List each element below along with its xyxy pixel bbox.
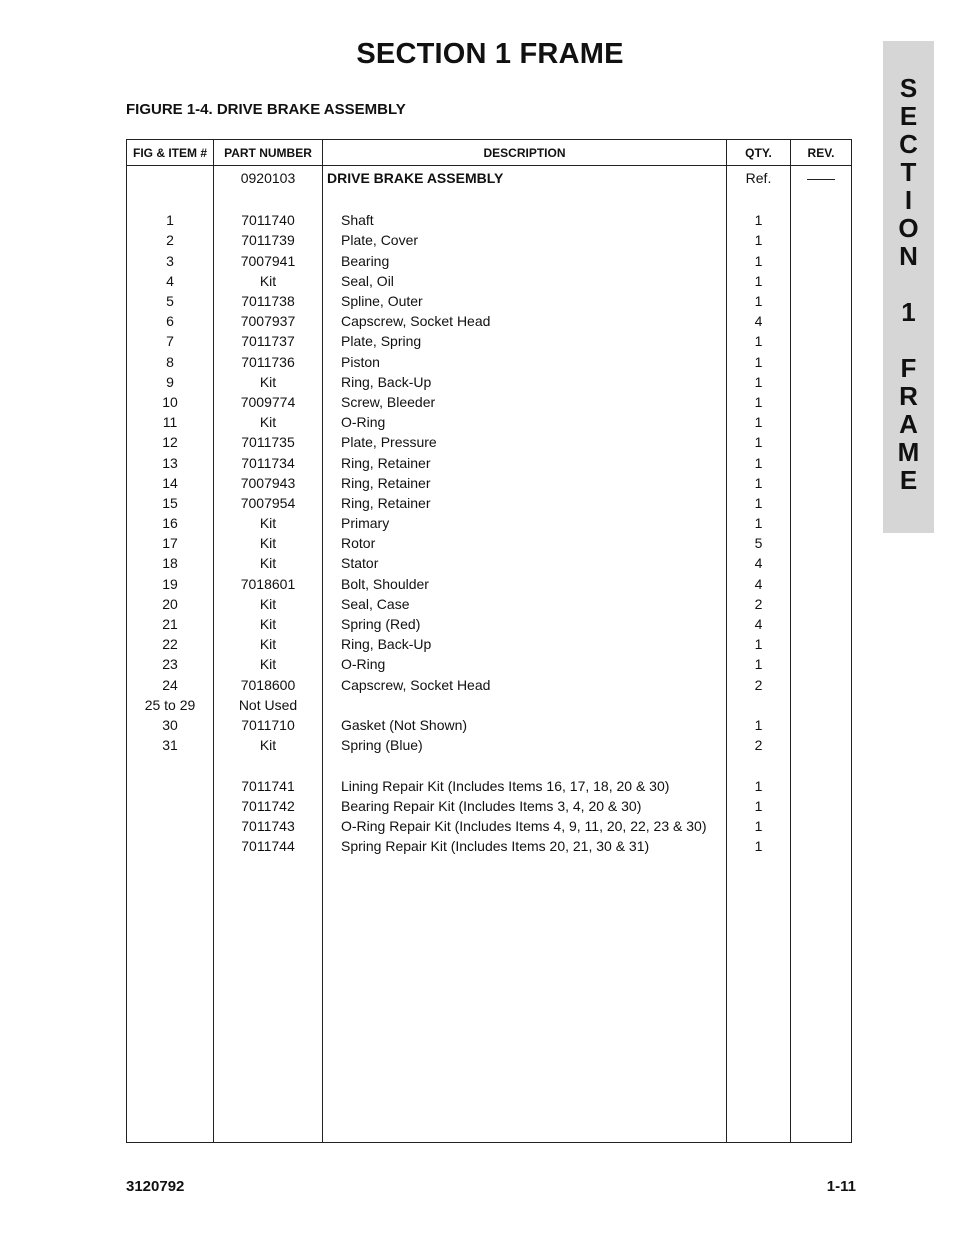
table-row [127, 412, 852, 432]
header-item: FIG & ITEM # [127, 140, 214, 166]
cell-part-number: Not Used [214, 695, 323, 715]
cell-description: Piston [323, 352, 727, 372]
cell-item [127, 836, 214, 856]
empty-cell [727, 856, 791, 1143]
cell-description: Capscrew, Socket Head [323, 675, 727, 695]
cell-part-number: Kit [214, 654, 323, 674]
cell-rev [791, 493, 852, 513]
cell-rev [791, 331, 852, 351]
cell-item: 2 [127, 230, 214, 250]
cell-item [127, 816, 214, 836]
table-row [127, 271, 852, 291]
header-qty: QTY. [727, 140, 791, 166]
side-tab-char: O [898, 213, 919, 243]
cell-description [323, 695, 727, 715]
side-tab-char [883, 270, 934, 298]
header-rev: REV. [791, 140, 852, 166]
cell-description: Seal, Oil [323, 271, 727, 291]
table-row [127, 735, 852, 755]
cell-qty: 4 [727, 574, 791, 594]
cell-description: Lining Repair Kit (Includes Items 16, 17, 18, 20 & 30) [323, 775, 727, 795]
cell-description: Spring (Red) [323, 614, 727, 634]
cell-part-number: 7009774 [214, 392, 323, 412]
cell-qty: 1 [727, 432, 791, 452]
cell-item: 15 [127, 493, 214, 513]
cell-part-number: 7011742 [214, 796, 323, 816]
cell-qty: 1 [727, 251, 791, 271]
cell-part-number: 7011738 [214, 291, 323, 311]
cell-rev [791, 291, 852, 311]
cell-rev [791, 715, 852, 735]
cell-part-number: Kit [214, 513, 323, 533]
cell-item: 22 [127, 634, 214, 654]
cell-part-number: Kit [214, 553, 323, 573]
cell-description: O-Ring [323, 412, 727, 432]
cell-qty: 1 [727, 372, 791, 392]
cell-description: Ring, Retainer [323, 452, 727, 472]
cell-part-number: 7007943 [214, 473, 323, 493]
cell-description: Capscrew, Socket Head [323, 311, 727, 331]
cell-description: DRIVE BRAKE ASSEMBLY [323, 166, 727, 191]
cell-qty: 1 [727, 291, 791, 311]
side-tab-char: E [899, 465, 918, 495]
cell-rev [791, 311, 852, 331]
cell-qty: 2 [727, 594, 791, 614]
cell-item [127, 166, 214, 191]
side-tab-char: S [899, 73, 918, 103]
cell-part-number: 7018601 [214, 574, 323, 594]
cell-description: Plate, Spring [323, 331, 727, 351]
cell-part-number: 7011740 [214, 210, 323, 230]
empty-cell [323, 856, 727, 1143]
side-tab-char: A [899, 409, 918, 439]
cell-part-number: Kit [214, 614, 323, 634]
cell-item: 1 [127, 210, 214, 230]
cell-item: 31 [127, 735, 214, 755]
empty-cell [214, 856, 323, 1143]
cell-item: 4 [127, 271, 214, 291]
cell-qty: 1 [727, 836, 791, 856]
cell-part-number: 0920103 [214, 166, 323, 191]
cell-item [127, 775, 214, 795]
cell-rev [791, 352, 852, 372]
cell-part-number: Kit [214, 594, 323, 614]
table-row [127, 311, 852, 331]
cell-part-number: 7007941 [214, 251, 323, 271]
cell-description: Primary [323, 513, 727, 533]
cell-rev [791, 230, 852, 250]
cell-item: 11 [127, 412, 214, 432]
cell-qty: 1 [727, 452, 791, 472]
section-side-tab [883, 41, 934, 533]
cell-rev [791, 594, 852, 614]
cell-qty: 4 [727, 553, 791, 573]
cell-qty: 1 [727, 271, 791, 291]
table-row [127, 392, 852, 412]
cell-description [323, 755, 727, 775]
cell-item: 3 [127, 251, 214, 271]
cell-rev [791, 816, 852, 836]
table-row [127, 553, 852, 573]
cell-item: 5 [127, 291, 214, 311]
table-row [127, 166, 852, 191]
cell-qty: Ref. [727, 166, 791, 191]
cell-qty: 4 [727, 311, 791, 331]
side-tab-char: I [904, 185, 913, 215]
table-row [127, 715, 852, 735]
cell-rev [791, 695, 852, 715]
side-tab-char: F [900, 353, 917, 383]
side-tab-char [883, 326, 934, 354]
side-tab-char: E [899, 101, 918, 131]
cell-part-number: Kit [214, 735, 323, 755]
cell-rev [791, 473, 852, 493]
table-row [127, 432, 852, 452]
cell-rev [791, 432, 852, 452]
table-row [127, 755, 852, 775]
cell-part-number: 7011736 [214, 352, 323, 372]
cell-description: Spline, Outer [323, 291, 727, 311]
cell-qty [727, 755, 791, 775]
figure-title: FIGURE 1-4. DRIVE BRAKE ASSEMBLY [126, 101, 406, 118]
cell-rev [791, 775, 852, 795]
cell-rev [791, 796, 852, 816]
table-header-row [127, 140, 852, 166]
cell-qty: 1 [727, 634, 791, 654]
cell-qty: 1 [727, 331, 791, 351]
cell-qty: 5 [727, 533, 791, 553]
side-tab-text [883, 74, 934, 494]
cell-item: 6 [127, 311, 214, 331]
table-row [127, 452, 852, 472]
cell-item [127, 755, 214, 775]
table-row [127, 210, 852, 230]
cell-rev [791, 836, 852, 856]
cell-item [127, 796, 214, 816]
cell-rev [791, 210, 852, 230]
cell-qty: 2 [727, 675, 791, 695]
footer-page-number: 1-11 [826, 1178, 856, 1195]
cell-description: Rotor [323, 533, 727, 553]
cell-rev [791, 513, 852, 533]
cell-part-number [214, 190, 323, 210]
cell-item: 7 [127, 331, 214, 351]
cell-item: 16 [127, 513, 214, 533]
side-tab-char: 1 [901, 297, 916, 327]
cell-qty: 1 [727, 210, 791, 230]
cell-description: Plate, Pressure [323, 432, 727, 452]
table-row [127, 352, 852, 372]
cell-rev: —— [791, 166, 852, 191]
cell-qty: 1 [727, 412, 791, 432]
table-filler-row [127, 856, 852, 1143]
cell-part-number: 7018600 [214, 675, 323, 695]
cell-item: 19 [127, 574, 214, 594]
cell-rev [791, 271, 852, 291]
table-row [127, 230, 852, 250]
cell-description: Stator [323, 553, 727, 573]
table-row [127, 675, 852, 695]
cell-rev [791, 533, 852, 553]
cell-qty: 1 [727, 654, 791, 674]
cell-description: Spring (Blue) [323, 735, 727, 755]
cell-qty: 1 [727, 816, 791, 836]
cell-description: Bearing [323, 251, 727, 271]
cell-item: 8 [127, 352, 214, 372]
cell-description: Gasket (Not Shown) [323, 715, 727, 735]
cell-rev [791, 614, 852, 634]
cell-qty [727, 190, 791, 210]
cell-qty: 2 [727, 735, 791, 755]
cell-rev [791, 675, 852, 695]
table-row [127, 594, 852, 614]
side-tab-char: R [899, 381, 918, 411]
cell-part-number [214, 755, 323, 775]
cell-item: 21 [127, 614, 214, 634]
cell-qty [727, 695, 791, 715]
table-row [127, 251, 852, 271]
cell-description: Screw, Bleeder [323, 392, 727, 412]
cell-qty: 1 [727, 715, 791, 735]
cell-rev [791, 372, 852, 392]
side-tab-char: T [900, 157, 917, 187]
side-tab-char: C [899, 129, 918, 159]
empty-cell [791, 856, 852, 1143]
cell-item: 18 [127, 553, 214, 573]
table-row [127, 654, 852, 674]
cell-item: 30 [127, 715, 214, 735]
cell-qty: 1 [727, 796, 791, 816]
cell-part-number: 7007954 [214, 493, 323, 513]
cell-item: 20 [127, 594, 214, 614]
cell-part-number: Kit [214, 271, 323, 291]
side-tab-char: M [897, 437, 920, 467]
cell-rev [791, 412, 852, 432]
cell-part-number: 7007937 [214, 311, 323, 331]
cell-qty: 1 [727, 493, 791, 513]
cell-item: 14 [127, 473, 214, 493]
table-row [127, 695, 852, 715]
cell-part-number: Kit [214, 412, 323, 432]
empty-cell [127, 856, 214, 1143]
cell-description: Bolt, Shoulder [323, 574, 727, 594]
cell-item: 13 [127, 452, 214, 472]
cell-description: Ring, Retainer [323, 473, 727, 493]
table-row [127, 331, 852, 351]
cell-part-number: 7011741 [214, 775, 323, 795]
cell-rev [791, 735, 852, 755]
table-row [127, 796, 852, 816]
cell-part-number: 7011744 [214, 836, 323, 856]
table-row [127, 614, 852, 634]
cell-rev [791, 654, 852, 674]
cell-item: 24 [127, 675, 214, 695]
cell-qty: 1 [727, 230, 791, 250]
cell-description: Ring, Retainer [323, 493, 727, 513]
table-row [127, 533, 852, 553]
cell-part-number: Kit [214, 372, 323, 392]
cell-item: 17 [127, 533, 214, 553]
cell-qty: 1 [727, 513, 791, 533]
cell-item: 10 [127, 392, 214, 412]
cell-part-number: 7011739 [214, 230, 323, 250]
cell-description [323, 190, 727, 210]
cell-rev [791, 574, 852, 594]
footer-doc-number: 3120792 [126, 1178, 185, 1195]
cell-rev [791, 452, 852, 472]
table-row [127, 836, 852, 856]
table-row [127, 513, 852, 533]
cell-item: 25 to 29 [127, 695, 214, 715]
cell-item [127, 190, 214, 210]
header-description: DESCRIPTION [323, 140, 727, 166]
table-row [127, 775, 852, 795]
table-row [127, 634, 852, 654]
cell-description: Ring, Back-Up [323, 372, 727, 392]
header-part-number: PART NUMBER [214, 140, 323, 166]
cell-description: Bearing Repair Kit (Includes Items 3, 4, 20 & 30) [323, 796, 727, 816]
cell-description: Seal, Case [323, 594, 727, 614]
table-row [127, 473, 852, 493]
cell-description: Plate, Cover [323, 230, 727, 250]
cell-part-number: 7011734 [214, 452, 323, 472]
cell-qty: 1 [727, 352, 791, 372]
cell-part-number: Kit [214, 634, 323, 654]
table-row [127, 190, 852, 210]
cell-rev [791, 553, 852, 573]
page-title: SECTION 1 FRAME [356, 38, 624, 70]
side-tab-char: N [899, 241, 918, 271]
cell-rev [791, 392, 852, 412]
cell-description: Shaft [323, 210, 727, 230]
cell-rev [791, 755, 852, 775]
cell-item: 12 [127, 432, 214, 452]
cell-rev [791, 251, 852, 271]
table-row [127, 372, 852, 392]
cell-description: Ring, Back-Up [323, 634, 727, 654]
cell-description: O-Ring [323, 654, 727, 674]
cell-part-number: 7011743 [214, 816, 323, 836]
cell-item: 9 [127, 372, 214, 392]
cell-qty: 1 [727, 775, 791, 795]
cell-qty: 4 [727, 614, 791, 634]
cell-description: Spring Repair Kit (Includes Items 20, 21, 30 & 31) [323, 836, 727, 856]
table-row [127, 574, 852, 594]
cell-part-number: Kit [214, 533, 323, 553]
table-row [127, 816, 852, 836]
cell-qty: 1 [727, 473, 791, 493]
cell-description: O-Ring Repair Kit (Includes Items 4, 9, 11, 20, 22, 23 & 30) [323, 816, 727, 836]
cell-item: 23 [127, 654, 214, 674]
parts-table [126, 139, 852, 1143]
cell-rev [791, 634, 852, 654]
cell-part-number: 7011737 [214, 331, 323, 351]
cell-part-number: 7011735 [214, 432, 323, 452]
cell-rev [791, 190, 852, 210]
cell-qty: 1 [727, 392, 791, 412]
table-row [127, 291, 852, 311]
cell-part-number: 7011710 [214, 715, 323, 735]
table-row [127, 493, 852, 513]
